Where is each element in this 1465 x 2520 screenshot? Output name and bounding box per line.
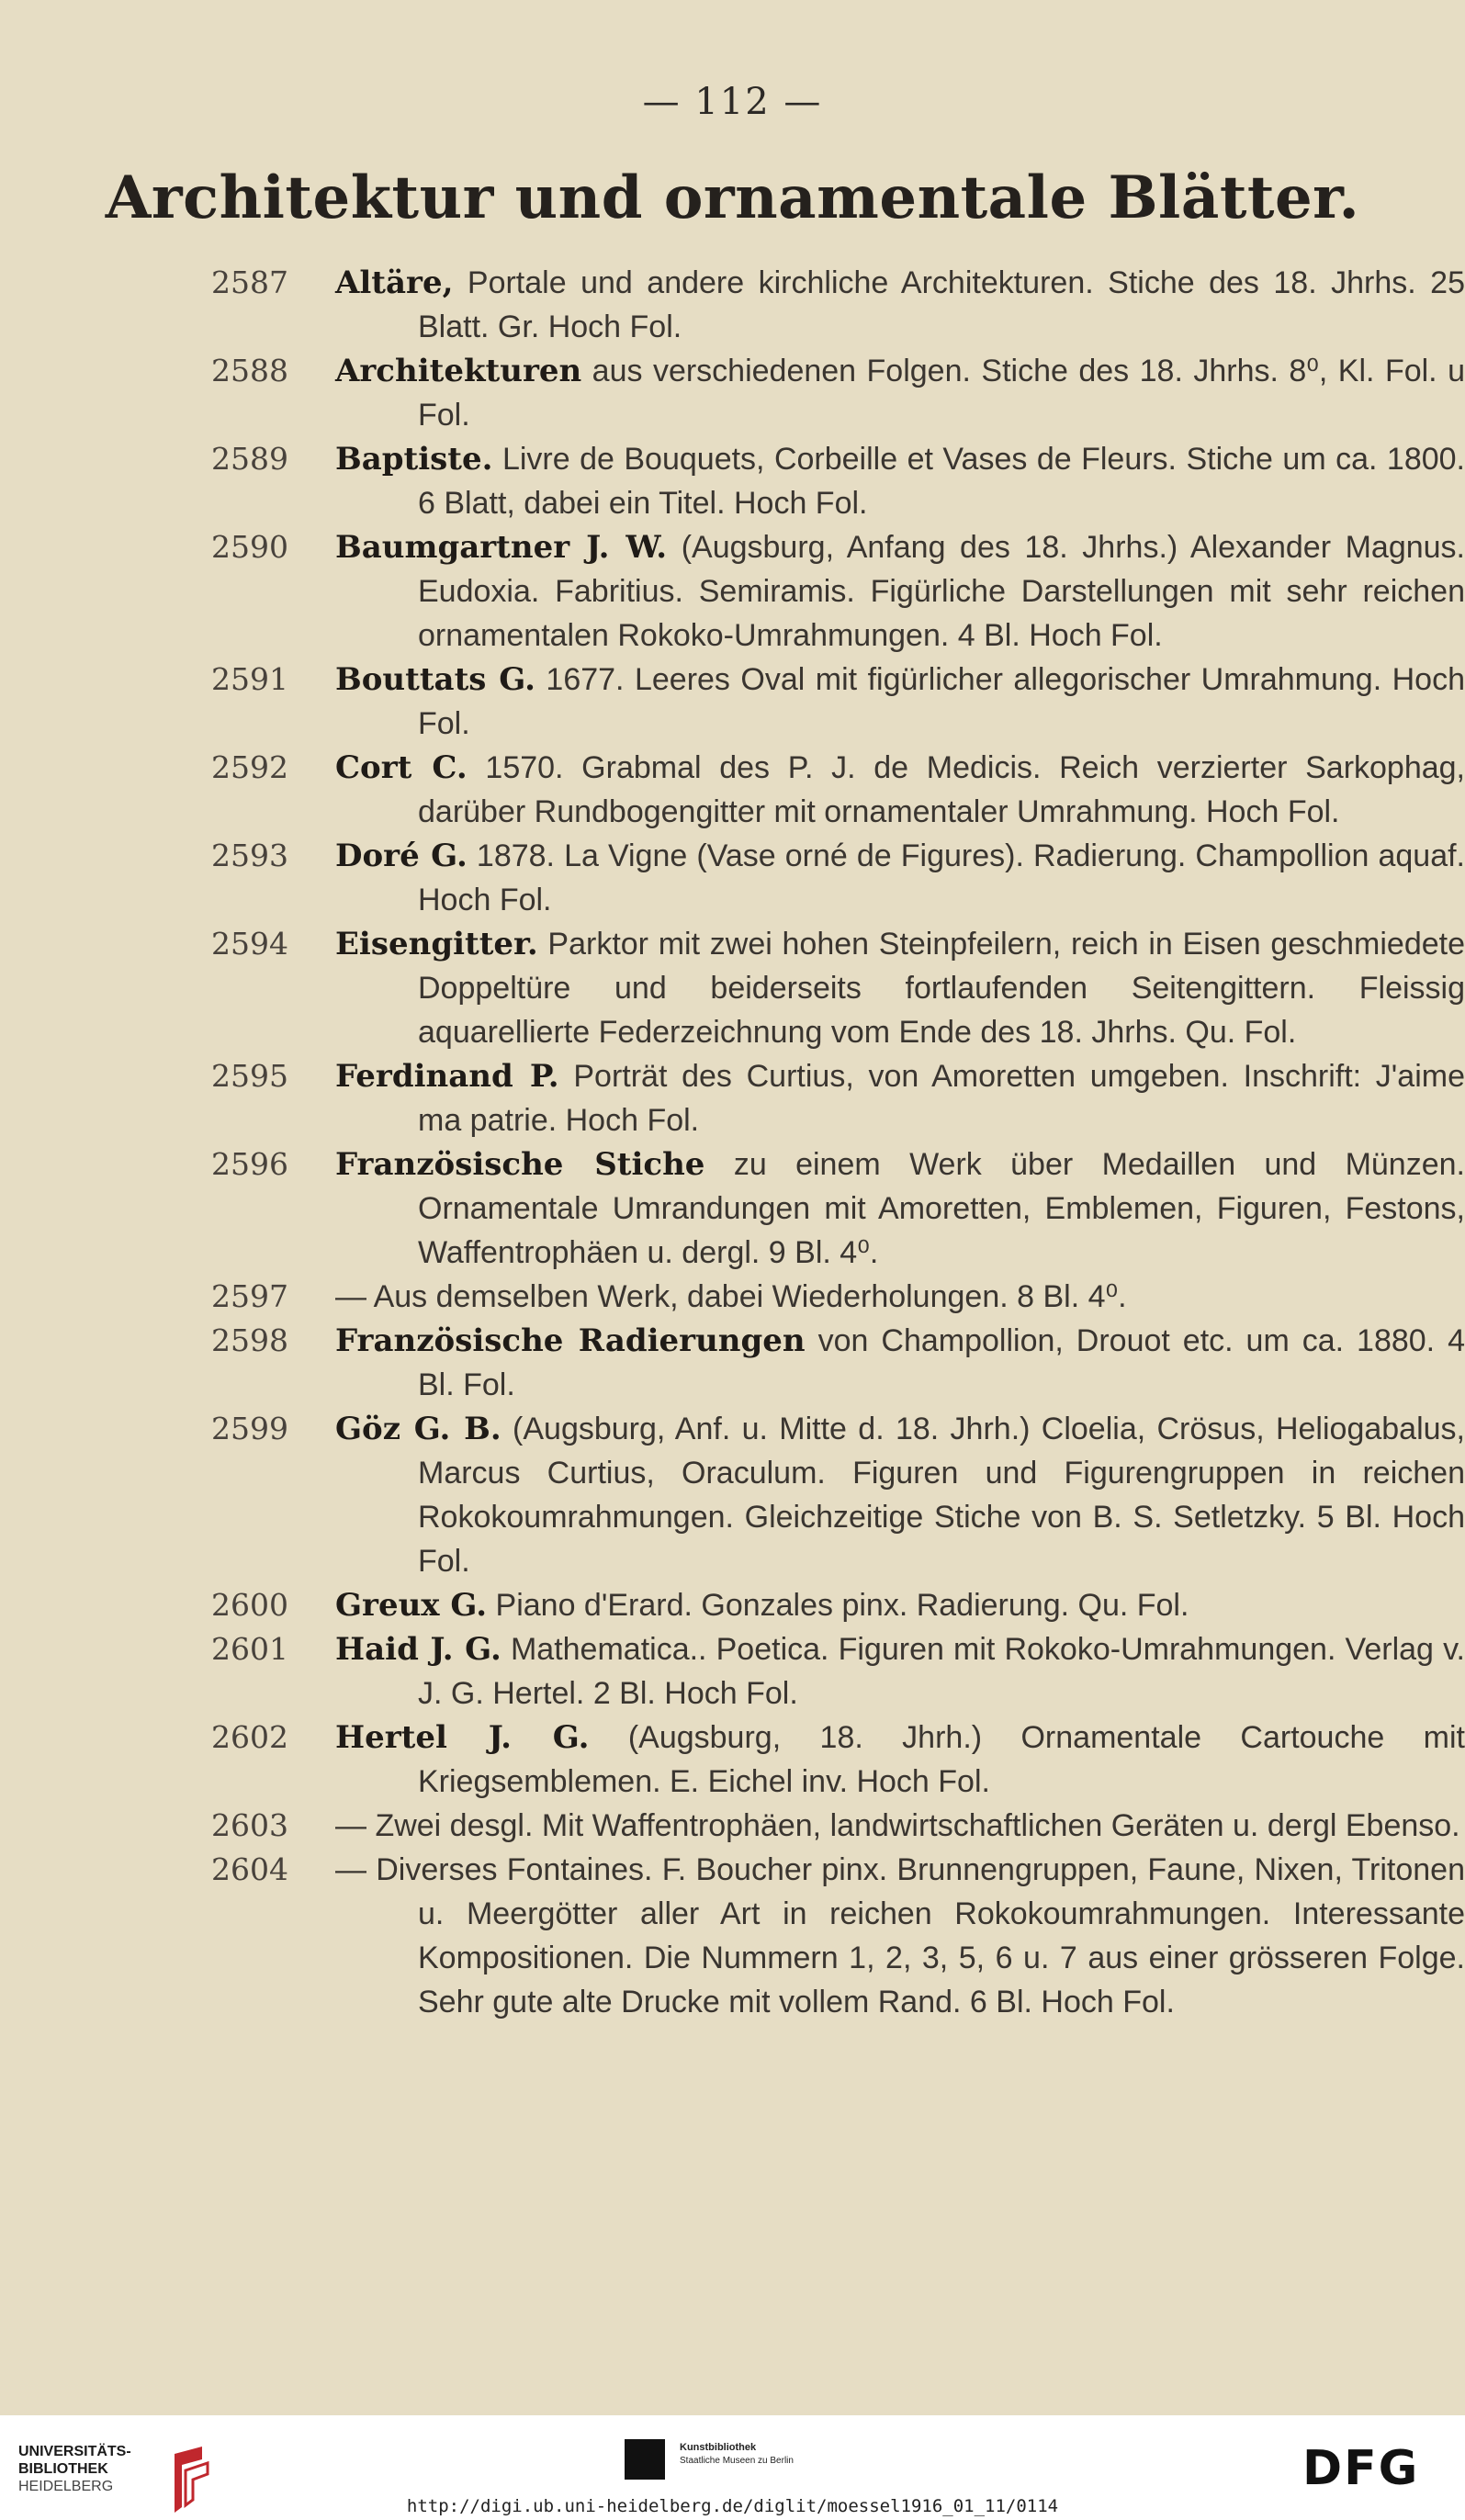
entry-number: 2599 [211, 1411, 288, 1446]
kb-line1: Kunstbibliothek [680, 2442, 757, 2453]
entry-description: (Augsburg, Anfang des 18. Jhrhs.) Alexander Magnus. Eudoxia. Fabritius. Semiramis. Figürliche Darstellungen mit sehr reichen ornamentalen Rokoko-Umrahmungen. 4 Bl. Hoch Fol. [418, 530, 1465, 653]
entry-number-cell [0, 1804, 335, 1848]
entry-number: 2594 [211, 926, 288, 962]
entry-description: Porträt des Curtius, von Amoretten umgeben. Inschrift: J'aime ma patrie. Hoch Fol. [418, 1059, 1465, 1138]
entry-number: 2587 [211, 264, 288, 300]
entry-description: — Diverses Fontaines. F. Boucher pinx. Brunnengruppen, Faune, Nixen, Tritonen u. Meergötter aller Art in reichen Rokokoumrahmungen. Interessante Kompositionen. Die Nummern 1, 2, 3, 5, 6 u. 7 aus einer grösseren Folge. Sehr gute alte Drucke mit vollem Rand. 6 Bl. Hoch Fol. [335, 1852, 1465, 2019]
entry-number: 2600 [211, 1587, 288, 1623]
entry-description: — Aus demselben Werk, dabei Wiederholungen. 8 Bl. 4⁰. [335, 1279, 1127, 1314]
entry-number: 2595 [211, 1058, 288, 1094]
entry-number-cell [0, 261, 335, 349]
catalog-entries [0, 261, 1465, 2024]
catalog-entry [0, 1583, 1465, 1627]
entry-number-cell [0, 658, 335, 746]
entry-description: 1570. Grabmal des P. J. de Medicis. Reich verzierter Sarkophag, darüber Rundbogengitter mit ornamentaler Umrahmung. Hoch Fol. [418, 750, 1465, 829]
entry-number: 2593 [211, 838, 288, 873]
entry-name: Bouttats G. [335, 661, 535, 698]
catalog-entry [0, 349, 1465, 437]
entry-text [335, 1583, 1465, 1627]
entry-number-cell [0, 922, 335, 1054]
entry-text [335, 658, 1465, 746]
entry-description: Mathematica.. Poetica. Figuren mit Rokoko-Umrahmungen. Verlag v. J. G. Hertel. 2 Bl. Hoch Fol. [418, 1632, 1465, 1711]
entry-number-cell [0, 1319, 335, 1407]
catalog-entry [0, 1142, 1465, 1275]
entry-name: Hertel J. G. [335, 1719, 590, 1756]
entry-name: Eisengitter. [335, 926, 538, 962]
entry-number-cell [0, 1583, 335, 1627]
entry-text [335, 1716, 1465, 1804]
entry-number-cell [0, 1142, 335, 1275]
entry-text [335, 1804, 1465, 1848]
entry-text [335, 746, 1465, 834]
catalog-entry [0, 1054, 1465, 1142]
entry-name: Architekturen [335, 353, 582, 389]
entry-number-cell [0, 1627, 335, 1716]
catalog-entry [0, 261, 1465, 349]
entry-number: 2588 [211, 353, 288, 388]
catalog-entry [0, 525, 1465, 658]
entry-number: 2589 [211, 441, 288, 477]
entry-text [335, 261, 1465, 349]
entry-name: Französische Stiche [335, 1146, 705, 1183]
entry-text [335, 1054, 1465, 1142]
entry-name: Doré G. [335, 838, 468, 874]
entry-name: Baptiste. [335, 441, 493, 478]
dfg-logo[interactable]: DFG [1302, 2441, 1420, 2496]
entry-number-cell [0, 525, 335, 658]
entry-number: 2601 [211, 1631, 288, 1667]
entry-number: 2591 [211, 661, 288, 697]
page-title: Architektur und ornamentale Blätter. [105, 163, 1360, 232]
entry-description: 1878. La Vigne (Vase orné de Figures). Radierung. Champollion aquaf. Hoch Fol. [418, 838, 1465, 917]
entry-number: 2602 [211, 1719, 288, 1755]
entry-number: 2596 [211, 1146, 288, 1182]
page-number: — 112 — [642, 81, 823, 123]
catalog-entry [0, 1627, 1465, 1716]
entry-number-cell [0, 1848, 335, 2024]
entry-number-cell [0, 1407, 335, 1583]
catalog-entry [0, 1407, 1465, 1583]
entry-number: 2604 [211, 1851, 288, 1887]
entry-description: Piano d'Erard. Gonzales pinx. Radierung. Qu. Fol. [495, 1588, 1189, 1623]
source-url[interactable]: http://digi.ub.uni-heidelberg.de/diglit/moessel1916_01_11/0114 [406, 2496, 1059, 2516]
entry-number: 2590 [211, 529, 288, 565]
catalog-entry [0, 746, 1465, 834]
catalog-entry [0, 1319, 1465, 1407]
entry-number-cell [0, 437, 335, 525]
entry-text [335, 1848, 1465, 2024]
ub-logo-line3: HEIDELBERG [18, 2479, 114, 2494]
entry-number-cell [0, 746, 335, 834]
entry-text [335, 1142, 1465, 1275]
kunstbibliothek-text [680, 2441, 794, 2468]
catalog-entry [0, 834, 1465, 922]
entry-description: — Zwei desgl. Mit Waffentrophäen, landwirtschaftlichen Geräten u. dergl Ebenso. [335, 1808, 1460, 1843]
ub-heidelberg-logo[interactable] [18, 2443, 211, 2498]
catalog-entry [0, 658, 1465, 746]
catalog-entry [0, 437, 1465, 525]
entry-text [335, 922, 1465, 1054]
catalog-entry [0, 922, 1465, 1054]
entry-description: von Champollion, Drouot etc. um ca. 1880. 4 Bl. Fol. [418, 1323, 1465, 1402]
entry-description: Livre de Bouquets, Corbeille et Vases de Fleurs. Stiche um ca. 1800. 6 Blatt, dabei ein Titel. Hoch Fol. [418, 442, 1465, 521]
entry-text [335, 1627, 1465, 1716]
entry-name: Greux G. [335, 1587, 488, 1624]
entry-number: 2597 [211, 1278, 288, 1314]
entry-description: aus verschiedenen Folgen. Stiche des 18. Jhrhs. 8⁰, Kl. Fol. u Fol. [418, 354, 1465, 433]
entry-description: (Augsburg, Anf. u. Mitte d. 18. Jhrh.) Cloelia, Crösus, Heliogabalus, Marcus Curtius, Oraculum. Figuren und Figurengruppen in reichen Rokokoumrahmungen. Gleichzeitige Stiche von B. S. Setletzky. 5 Bl. Hoch Fol. [418, 1412, 1465, 1579]
entry-number: 2592 [211, 749, 288, 785]
entry-text [335, 1407, 1465, 1583]
entry-name: Altäre, [335, 264, 454, 301]
entry-text [335, 1319, 1465, 1407]
entry-text [335, 349, 1465, 437]
ub-logo-line1: UNIVERSITÄTS- [18, 2444, 131, 2459]
entry-name: Französische Radierungen [335, 1322, 806, 1359]
entry-number-cell [0, 1716, 335, 1804]
entry-name: Ferdinand P. [335, 1058, 559, 1095]
entry-name: Haid J. G. [335, 1631, 501, 1668]
entry-number: 2598 [211, 1322, 288, 1358]
ub-logo-line2: BIBLIOTHEK [18, 2461, 108, 2477]
entry-name: Göz G. B. [335, 1411, 501, 1447]
entry-name: Cort C. [335, 749, 468, 786]
entry-text [335, 834, 1465, 922]
entry-number-cell [0, 1054, 335, 1142]
entry-text [335, 437, 1465, 525]
entry-description: (Augsburg, 18. Jhrh.) Ornamentale Cartouche mit Kriegsemblemen. E. Eichel inv. Hoch Fol. [418, 1720, 1465, 1799]
catalog-entry [0, 1804, 1465, 1848]
entry-description: zu einem Werk über Medaillen und Münzen. Ornamentale Umrandungen mit Amoretten, Emblemen, Figuren, Festons, Waffentrophäen u. dergl. 9 Bl. 4⁰. [418, 1147, 1465, 1270]
catalog-entry [0, 1716, 1465, 1804]
entry-number-cell [0, 834, 335, 922]
entry-description: Portale und andere kirchliche Architekturen. Stiche des 18. Jhrhs. 25 Blatt. Gr. Hoch Fol. [418, 265, 1465, 344]
entry-number-cell [0, 1275, 335, 1319]
kb-line2: Staatliche Museen zu Berlin [680, 2456, 794, 2466]
footer-bar [0, 2415, 1465, 2520]
entry-description: 1677. Leeres Oval mit figürlicher allegorischer Umrahmung. Hoch Fol. [418, 662, 1465, 741]
kunstbibliothek-square-icon [625, 2439, 665, 2480]
kunstbibliothek-logo[interactable] [625, 2439, 918, 2485]
entry-description: Parktor mit zwei hohen Steinpfeilern, reich in Eisen geschmiedete Doppeltüre und beiderseits fortlaufenden Seitengittern. Fleissig aquarellierte Federzeichnung vom Ende des 18. Jhrhs. Qu. Fol. [418, 927, 1465, 1050]
entry-text [335, 1275, 1465, 1319]
entry-text [335, 525, 1465, 658]
catalog-entry [0, 1848, 1465, 2024]
entry-number: 2603 [211, 1807, 288, 1843]
entry-number-cell [0, 349, 335, 437]
catalog-entry [0, 1275, 1465, 1319]
entry-name: Baumgartner J. W. [335, 529, 668, 566]
